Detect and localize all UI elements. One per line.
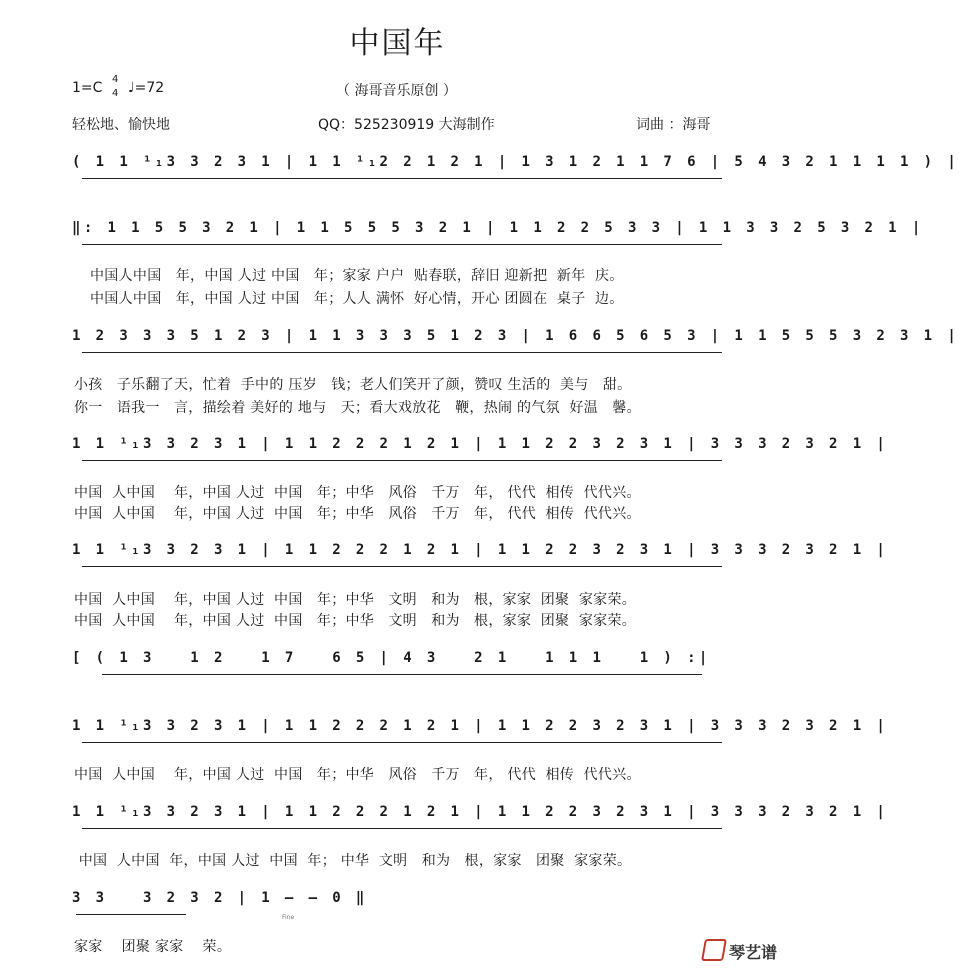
watermark <box>692 920 777 963</box>
logo-icon <box>701 939 727 961</box>
style-marking: 轻松地、愉快地 <box>72 117 170 133</box>
time-signature-bottom: 4 <box>112 88 119 99</box>
notation-line: 1 2 3 3 3 5 1 2 3 | 1 1 3 3 3 5 1 2 3 | 1 6 6 5 6 5 3 | 1 1 5 5 5 3 2 3 1 | <box>72 328 959 344</box>
fine-marking: Fine <box>282 914 295 921</box>
staff-row <box>72 154 959 182</box>
watermark-text: 琴艺谱 <box>728 943 777 962</box>
lyric-line: 中国人中国 年，中国 人过 中国 年；家家 户户 贴春联，辞旧 迎新把 新年 庆。 <box>90 268 624 284</box>
lyric-line: 中国 人中国 年，中国 人过 中国 年；中华 文明 和为 根，家家 团聚 家家荣。 <box>74 592 637 608</box>
credit: （ 海哥音乐原创 ） <box>336 83 457 99</box>
staff-row <box>72 804 889 832</box>
tempo: ♩=72 <box>128 80 165 96</box>
underline <box>82 244 722 245</box>
underline <box>82 742 722 743</box>
notation-line: 1 1 ¹₁3 3 2 3 1 | 1 1 2 2 2 1 2 1 | 1 1 2 2 3 2 3 1 | 3 3 3 2 3 2 1 | <box>72 436 889 452</box>
underline <box>82 178 722 179</box>
notation-line: [ ( 1 3 1 2 1 7 6 5 | 4 3 2 1 1 1 1 1 ) :| <box>72 650 711 666</box>
notation-line: 1 1 ¹₁3 3 2 3 1 | 1 1 2 2 2 1 2 1 | 1 1 2 2 3 2 3 1 | 3 3 3 2 3 2 1 | <box>72 718 889 734</box>
staff-row <box>72 220 924 248</box>
underline <box>82 828 722 829</box>
underline <box>76 914 186 915</box>
lyric-line: 小孩 子乐翻了天，忙着 手中的 压岁 钱；老人们笑开了颜，赞叹 生活的 美与 甜。 <box>74 377 632 393</box>
lyric-line: 中国 人中国 年，中国 人过 中国 年；中华 风俗 千万 年， 代代 相传 代代兴。 <box>74 767 641 783</box>
author: 词曲 ：海哥 <box>636 117 711 133</box>
lyric-line: 中国 人中国 年，中国 人过 中国 年；中华 风俗 千万 年， 代代 相传 代代兴。 <box>74 506 641 522</box>
song-title: 中国年 <box>349 26 446 61</box>
staff-row <box>72 890 368 918</box>
staff-row <box>72 718 889 746</box>
lyric-line: 中国人中国 年，中国 人过 中国 年；人人 满怀 好心情，开心 团圆在 桌子 边。 <box>90 291 624 307</box>
notation-line: ‖: 1 1 5 5 3 2 1 | 1 1 5 5 5 3 2 1 | 1 1 2 2 5 3 3 | 1 1 3 3 2 5 3 2 1 | <box>72 220 924 236</box>
staff-row <box>72 328 959 356</box>
underline <box>82 460 722 461</box>
notation-line: 1 1 ¹₁3 3 2 3 1 | 1 1 2 2 2 1 2 1 | 1 1 2 2 3 2 3 1 | 3 3 3 2 3 2 1 | <box>72 804 889 820</box>
notation-line: 1 1 ¹₁3 3 2 3 1 | 1 1 2 2 2 1 2 1 | 1 1 2 2 3 2 3 1 | 3 3 3 2 3 2 1 | <box>72 542 889 558</box>
underline <box>82 566 722 567</box>
qq-info: QQ：525230919 大海制作 <box>318 117 495 133</box>
lyric-line: 中国 人中国 年，中国 人过 中国 年；中华 文明 和为 根，家家 团聚 家家荣。 <box>74 613 637 629</box>
lyric-line: 中国 人中国 年，中国 人过 中国 年；中华 风俗 千万 年， 代代 相传 代代兴。 <box>74 485 641 501</box>
underline <box>102 674 702 675</box>
lyric-line: 家家 团聚 家家 荣。 <box>74 939 232 955</box>
staff-row <box>72 650 740 678</box>
notation-line: 3 3 3 2 3 2 | 1 — — 0 ‖ <box>72 890 368 906</box>
staff-row <box>72 542 889 570</box>
lyric-line: 你一 语我一 言，描绘着 美好的 地与 天；看大戏放花 鞭，热闹 的气氛 好温 馨。 <box>74 400 641 416</box>
key-signature: 1=C <box>72 80 103 96</box>
underline <box>82 352 722 353</box>
staff-row <box>72 436 889 464</box>
lyric-line: 中国 人中国 年，中国 人过 中国 年； 中华 文明 和为 根，家家 团聚 家家荣。 <box>74 853 632 869</box>
notation-line: ( 1 1 ¹₁3 3 2 3 1 | 1 1 ¹₁2 2 1 2 1 | 1 3 1 2 1 1 7 6 | 5 4 3 2 1 1 1 1 ) | <box>72 154 959 170</box>
time-signature-top: 4 <box>112 74 119 85</box>
